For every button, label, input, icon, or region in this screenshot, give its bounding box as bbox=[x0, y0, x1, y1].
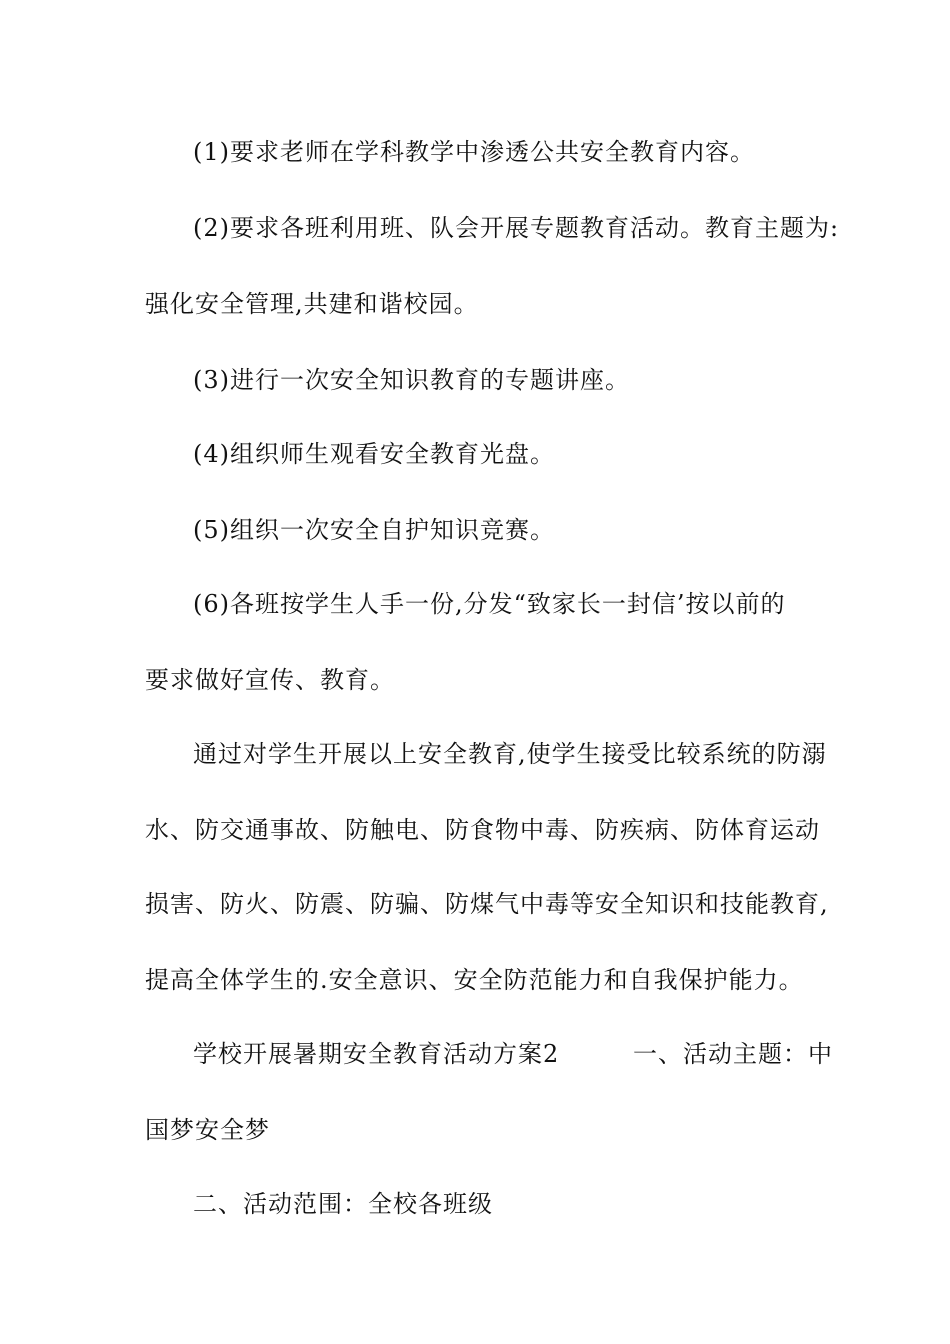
paragraph-6-line-2: 要求做好宣传、教育。 bbox=[145, 666, 395, 694]
plan-title: 学校开展暑期安全教育活动方案2 bbox=[193, 1040, 560, 1068]
paragraph-6-line-1: (6)各班按学生人手一份,分发“致家长一封信’按以前的 bbox=[193, 590, 786, 618]
paragraph-summary-line-2 bbox=[145, 810, 820, 850]
paragraph-2-line-2: 强化安全管理,共建和谐校园。 bbox=[145, 290, 479, 318]
paragraph-item-2-continued bbox=[145, 284, 479, 324]
paragraph-summary bbox=[193, 734, 827, 774]
paragraph-item-2 bbox=[193, 208, 839, 248]
summary-line-4: 提高全体学生的.安全意识、安全防范能力和自我保护能力。 bbox=[145, 966, 804, 994]
paragraph-item-6 bbox=[193, 584, 786, 624]
summary-line-3: 损害、防火、防震、防骗、防煤气中毒等安全知识和技能教育, bbox=[145, 890, 829, 918]
paragraph-item-3 bbox=[193, 360, 630, 400]
paragraph-summary-line-4 bbox=[145, 960, 804, 1000]
paragraph-5-line-1: (5)组织一次安全自护知识竞赛。 bbox=[193, 516, 555, 544]
summary-line-1: 通过对学生开展以上安全教育,使学生接受比较系统的防溺 bbox=[193, 740, 827, 768]
activity-scope-paragraph bbox=[193, 1184, 493, 1224]
activity-theme-value: 国梦安全梦 bbox=[145, 1116, 270, 1144]
paragraph-item-1 bbox=[193, 132, 755, 172]
paragraph-3-line-1: (3)进行一次安全知识教育的专题讲座。 bbox=[193, 366, 630, 394]
paragraph-2-line-1: (2)要求各班利用班、队会开展专题教育活动。教育主题为: bbox=[193, 214, 840, 242]
paragraph-1-line-1: (1)要求老师在学科教学中渗透公共安全教育内容。 bbox=[193, 138, 755, 166]
paragraph-item-4 bbox=[193, 434, 555, 474]
paragraph-summary-line-3 bbox=[145, 884, 829, 924]
activity-scope-line: 二、活动范围：全校各班级 bbox=[193, 1190, 493, 1218]
summary-line-2: 水、防交通事故、防触电、防食物中毒、防疾病、防体育运动 bbox=[145, 816, 820, 844]
section-heading-line bbox=[193, 1034, 833, 1074]
paragraph-item-5 bbox=[193, 510, 555, 550]
activity-theme-label: 一、活动主题：中 bbox=[633, 1040, 833, 1068]
paragraph-4-line-1: (4)组织师生观看安全教育光盘。 bbox=[193, 440, 555, 468]
activity-theme-continued bbox=[145, 1110, 270, 1150]
paragraph-item-6-continued bbox=[145, 660, 395, 700]
